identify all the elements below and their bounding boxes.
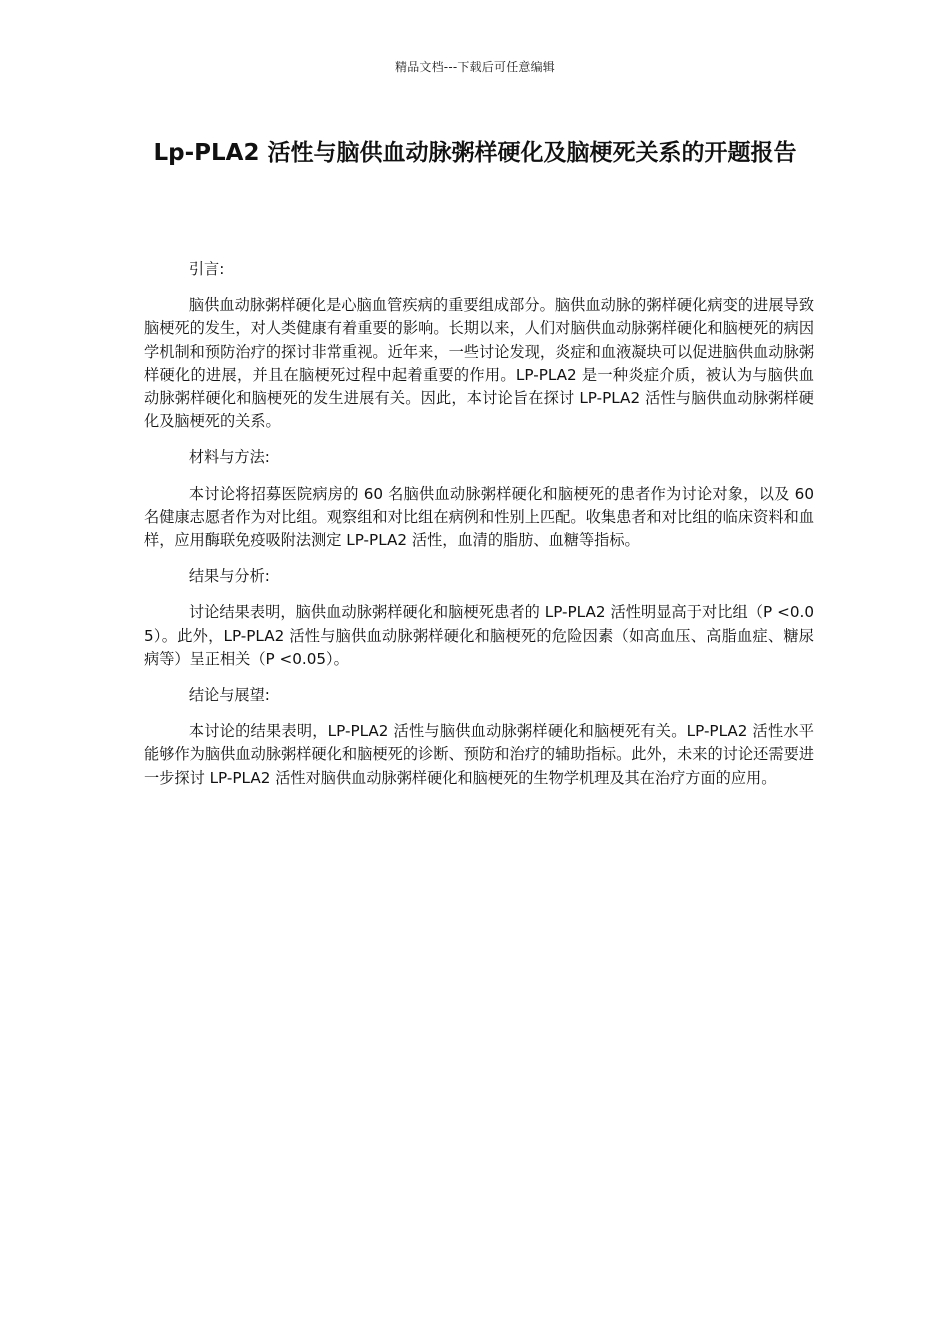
paragraph-introduction: 脑供血动脉粥样硬化是心脑血管疾病的重要组成部分。脑供血动脉的粥样硬化病变的进展导致脑梗死的发生，对人类健康有着重要的影响。长期以来，人们对脑供血动脉粥样硬化和脑梗死的病因学机制和预防治疗的探讨非常重视。近年来，一些讨论发现，炎症和血液凝块可以促进脑供血动脉粥样硬化的进展，并且在脑梗死过程中起着重要的作用。LP-PLA2 是一种炎症介质，被认为与脑供血动脉粥样硬化和脑梗死的发生进展有关。因此，本讨论旨在探讨 LP-PLA2 活性与脑供血动脉粥样硬化及脑梗死的关系。 xyxy=(144,296,814,431)
section-heading-conclusion: 结论与展望: xyxy=(188,686,270,705)
paragraph-conclusion: 本讨论的结果表明，LP-PLA2 活性与脑供血动脉粥样硬化和脑梗死有关。LP-PLA2 活性水平能够作为脑供血动脉粥样硬化和脑梗死的诊断、预防和治疗的辅助指标。此外，未来的讨论还需要进一步探讨 LP-PLA2 活性对脑供血动脉粥样硬化和脑梗死的生物学机理及其在治疗方面的应用。 xyxy=(144,722,814,787)
document-title: Lp-PLA2 活性与脑供血动脉粥样硬化及脑梗死关系的开题报告 xyxy=(153,140,797,166)
paragraph-results: 讨论结果表明，脑供血动脉粥样硬化和脑梗死患者的 LP-PLA2 活性明显高于对比组（P <0.05）。此外，LP-PLA2 活性与脑供血动脉粥样硬化和脑梗死的危险因素（如高血压、高脂血症、糖尿病等）呈正相关（P <0.05）。 xyxy=(144,603,814,668)
section-heading-methods: 材料与方法: xyxy=(188,448,270,467)
document-body xyxy=(144,258,814,803)
paragraph-methods: 本讨论将招募医院病房的 60 名脑供血动脉粥样硬化和脑梗死的患者作为讨论对象，以及 60 名健康志愿者作为对比组。观察组和对比组在病例和性别上匹配。收集患者和对比组的临床资料和血样，应用酶联免疫吸附法测定 LP-PLA2 活性，血清的脂肪、血糖等指标。 xyxy=(144,484,814,550)
section-heading-results: 结果与分析: xyxy=(188,567,270,586)
section-heading-introduction: 引言: xyxy=(188,260,225,278)
page-header: 精品文档---下载后可任意编辑 xyxy=(395,60,555,74)
